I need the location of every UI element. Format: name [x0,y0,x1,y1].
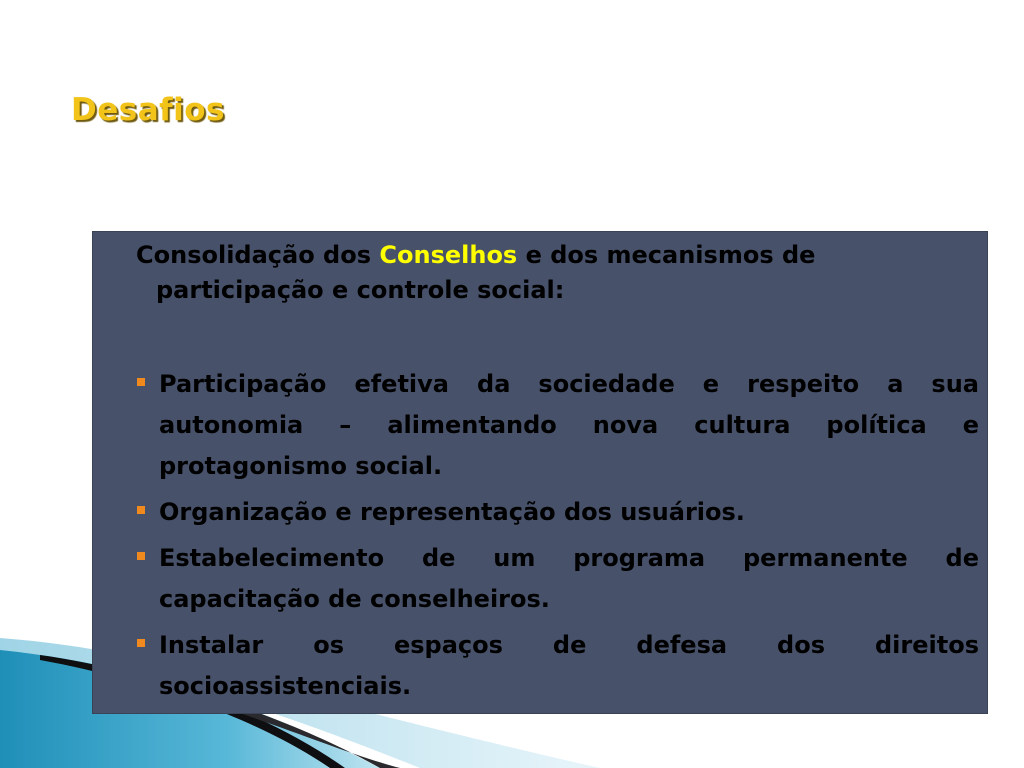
list-item-text: Instalar os espaços de defesa dos direitos socioassistenciais. [159,631,979,700]
orange-square-bullet-icon [137,639,145,647]
orange-square-bullet-icon [137,378,145,386]
intro-text-start: Consolidação dos [136,241,380,269]
intro-statement [136,238,956,308]
list-item-text: Participação efetiva da sociedade e respeito a sua autonomia – alimentando nova cultura política e protagonismo social. [159,370,979,480]
list-item [137,364,979,487]
list-item [137,625,979,707]
content-panel [92,231,988,714]
list-item-text: Estabelecimento de um programa permanente de capacitação de conselheiros. [159,544,979,613]
list-item-text: Organização e representação dos usuários. [159,498,745,526]
intro-text-middle: e dos mecanismos de [517,241,816,269]
highlighted-word-conselhos: Conselhos [379,241,518,269]
orange-square-bullet-icon [137,552,145,560]
challenge-list [137,364,979,712]
list-item [137,538,979,620]
intro-text-end: participação e controle social: [156,276,565,304]
orange-square-bullet-icon [137,506,145,514]
slide-title: Desafios [71,92,225,128]
list-item [137,492,979,533]
